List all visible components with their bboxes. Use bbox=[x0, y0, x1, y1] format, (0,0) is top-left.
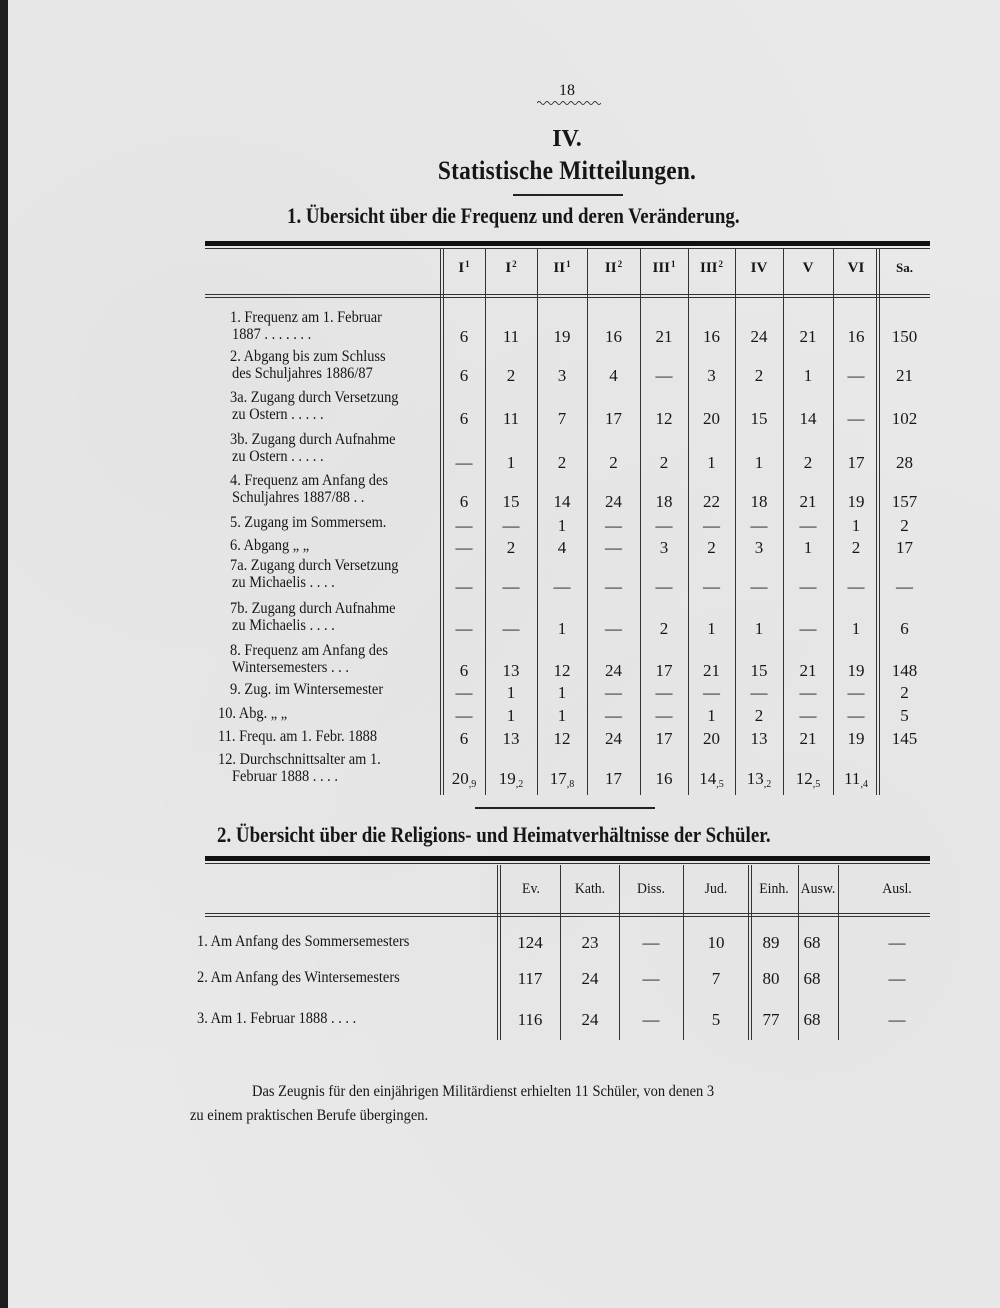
table1-cell: 20 bbox=[703, 409, 720, 428]
table1-cell: 6 bbox=[459, 327, 469, 346]
table1-cell: 16 bbox=[605, 327, 622, 346]
table1-cell: — bbox=[847, 577, 865, 596]
table1-cell: 1 bbox=[506, 683, 516, 702]
table1-row-label: zu Ostern . . . . . bbox=[232, 406, 324, 423]
table1-cell: 11 bbox=[502, 409, 520, 428]
table2-row-label: 3. Am 1. Februar 1888 . . . . bbox=[197, 1010, 357, 1027]
table2-header-jud: Jud. bbox=[704, 881, 728, 897]
table2-cell: 116 bbox=[517, 1010, 543, 1029]
table2-cell: 23 bbox=[581, 933, 599, 952]
table1-header-rule-2 bbox=[205, 297, 930, 298]
table2-top-rule-thin bbox=[205, 863, 930, 864]
table1-cell: 2 bbox=[754, 366, 764, 385]
table1-cell: 19 bbox=[847, 492, 865, 511]
table1-cell: — bbox=[703, 683, 720, 702]
table1-cell: 20 bbox=[703, 729, 720, 748]
table1-cell: 16 bbox=[847, 327, 865, 346]
table1-cell: 21 bbox=[799, 729, 817, 748]
footnote-line-2: zu einem praktischen Berufe übergingen. bbox=[190, 1107, 429, 1124]
table2-header-rule bbox=[205, 913, 930, 914]
table1-cell: 13 bbox=[502, 661, 520, 680]
table1-cell: 18 bbox=[655, 492, 673, 511]
table2-cell: — bbox=[888, 969, 906, 988]
table1-cell: — bbox=[655, 706, 673, 725]
table1-cell: 22 bbox=[703, 492, 720, 511]
table1-cell: — bbox=[605, 706, 622, 725]
table1-cell: — bbox=[455, 683, 473, 702]
table1-cell: 19 bbox=[553, 327, 571, 346]
table1-cell: 13 bbox=[502, 729, 520, 748]
table1-cell: 13 bbox=[750, 729, 768, 748]
table1-header-iii1: III$^1$ bbox=[652, 259, 676, 276]
table1-cell: 1 bbox=[803, 538, 813, 557]
table1-cell-average-age: 16 bbox=[655, 769, 673, 788]
table1-cell: 148 bbox=[891, 661, 918, 680]
table1-top-rule-thin bbox=[205, 248, 930, 249]
table2-cell: — bbox=[642, 1010, 660, 1029]
table1-cell: 1 bbox=[851, 619, 861, 638]
table1-cell: 1 bbox=[851, 516, 861, 535]
table1-cell: — bbox=[703, 577, 720, 596]
table1-cell: 2 bbox=[506, 538, 516, 557]
table2-cell: — bbox=[888, 1010, 906, 1029]
table1-cell: — bbox=[750, 577, 768, 596]
table1-cell: 5 bbox=[900, 706, 909, 725]
table2-cell: 77 bbox=[762, 1010, 780, 1029]
table1-cell-average-age: $13_{,2}$ bbox=[746, 769, 772, 790]
chapter-numeral: IV. bbox=[552, 126, 582, 152]
table1-cell: 3 bbox=[754, 538, 764, 557]
table1-row-label: Wintersemesters . . . bbox=[232, 659, 349, 676]
table1-cell: — bbox=[605, 538, 622, 557]
table1-header-v: V bbox=[802, 260, 814, 276]
table2-cell: 7 bbox=[711, 969, 721, 988]
table1-cell: — bbox=[455, 516, 473, 535]
table1-cell: — bbox=[655, 683, 673, 702]
table1-header-iii2: III$^2$ bbox=[699, 259, 723, 276]
table2-column-divider bbox=[497, 865, 498, 1040]
table1-cell-average-age: $11_{,4}$ bbox=[844, 769, 868, 790]
table1-row-label: 7a. Zugang durch Versetzung bbox=[230, 557, 399, 574]
table2-cell: 24 bbox=[581, 969, 599, 988]
chapter-title: Statistische Mitteilungen. bbox=[437, 156, 697, 185]
table1-cell: 1 bbox=[754, 619, 764, 638]
table1-cell: — bbox=[847, 683, 865, 702]
table1-cell: 6 bbox=[459, 366, 469, 385]
table1-cell: 6 bbox=[459, 661, 469, 680]
table1-cell: 18 bbox=[750, 492, 768, 511]
table1-row-label: des Schuljahres 1886/87 bbox=[232, 365, 373, 382]
table1-cell: 1 bbox=[557, 683, 567, 702]
table1-row-label: zu Michaelis . . . . bbox=[232, 617, 335, 634]
table1-row-label: 1. Frequenz am 1. Februar bbox=[230, 309, 382, 326]
table1-cell: 1 bbox=[557, 516, 567, 535]
table1-cell: — bbox=[799, 516, 817, 535]
table1-cell: 2 bbox=[900, 516, 909, 535]
table1-cell: 2 bbox=[707, 538, 716, 557]
table1-cell: 6 bbox=[459, 409, 469, 428]
table1-row-label: 10. Abg. „ „ bbox=[218, 705, 288, 722]
table1-cell-average-age: 17 bbox=[605, 769, 622, 788]
table2-cell: 68 bbox=[803, 933, 821, 952]
table1-cell: 21 bbox=[655, 327, 673, 346]
table1-cell: 6 bbox=[459, 729, 469, 748]
table1-cell: 1 bbox=[557, 706, 567, 725]
table1-cell: — bbox=[553, 577, 571, 596]
table1-cell: — bbox=[703, 516, 720, 535]
table1-cell: 24 bbox=[605, 729, 622, 748]
table1-row-label: 1887 . . . . . . . bbox=[232, 326, 312, 343]
table1-row-label: 12. Durchschnittsalter am 1. bbox=[218, 751, 381, 768]
table1-cell-average-age: $14_{,5}$ bbox=[699, 769, 724, 790]
table2-row-label: 1. Am Anfang des Sommersemesters bbox=[197, 933, 410, 950]
table1-cell: 2 bbox=[803, 453, 813, 472]
table1-cell: 150 bbox=[891, 327, 918, 346]
table1-header-rule bbox=[205, 294, 930, 295]
table1-cell-average-age: $19_{,2}$ bbox=[498, 769, 524, 790]
table1-cell: — bbox=[455, 706, 473, 725]
table1-cell: 16 bbox=[703, 327, 720, 346]
table2-cell: 80 bbox=[762, 969, 780, 988]
table1-cell: — bbox=[455, 453, 473, 472]
table1-cell: 15 bbox=[750, 661, 768, 680]
table1-cell-average-age: $17_{,8}$ bbox=[549, 769, 575, 790]
table1-row-label: 5. Zugang im Sommersem. bbox=[230, 514, 387, 531]
table1-header-i1: $I^1$ bbox=[458, 259, 470, 276]
table1-cell: 21 bbox=[896, 366, 913, 385]
table1-cell: 14 bbox=[553, 492, 571, 511]
table1-row-label: 4. Frequenz am Anfang des bbox=[230, 472, 388, 489]
table2-row-label: 2. Am Anfang des Wintersemesters bbox=[197, 969, 400, 986]
table1-cell: 102 bbox=[891, 409, 918, 428]
table1-cell: 1 bbox=[707, 453, 716, 472]
table1-cell: 145 bbox=[891, 729, 918, 748]
table2-cell: 68 bbox=[803, 969, 821, 988]
table2-cell: 124 bbox=[517, 933, 543, 952]
table1-row-label: zu Michaelis . . . . bbox=[232, 574, 335, 591]
table1-cell: — bbox=[655, 366, 673, 385]
table1-cell: 1 bbox=[754, 453, 764, 472]
table2-header-ausw: Ausw. bbox=[800, 881, 836, 897]
table1-row-label: 6. Abgang „ „ bbox=[230, 537, 310, 554]
table1-header-ii2: $II^2$ bbox=[604, 259, 623, 276]
table1-cell: 7 bbox=[557, 409, 567, 428]
table2-header-kath: Kath. bbox=[574, 881, 606, 897]
table1-cell: 21 bbox=[799, 661, 817, 680]
table1-row-label: 3b. Zugang durch Aufnahme bbox=[230, 431, 396, 448]
table1-cell: 12 bbox=[655, 409, 673, 428]
table1-cell: 3 bbox=[707, 366, 716, 385]
page-number: 18 bbox=[559, 82, 575, 99]
table1-cell: 2 bbox=[557, 453, 567, 472]
table1-cell: 24 bbox=[605, 492, 622, 511]
table1-cell: 2 bbox=[659, 453, 669, 472]
table1-cell: 2 bbox=[754, 706, 764, 725]
table1-cell: 28 bbox=[896, 453, 913, 472]
table1-cell: 1 bbox=[557, 619, 567, 638]
table1-cell: 19 bbox=[847, 661, 865, 680]
table1-cell: — bbox=[605, 619, 622, 638]
table1-header-sa: Sa. bbox=[896, 260, 913, 275]
table1-cell: — bbox=[799, 683, 817, 702]
table1-cell: — bbox=[655, 516, 673, 535]
table2-header-ausl: Ausl. bbox=[882, 881, 912, 897]
table1-cell: — bbox=[502, 577, 520, 596]
table2-cell: 89 bbox=[762, 933, 780, 952]
table2-cell: 5 bbox=[711, 1010, 721, 1029]
page-number-underline-ornament bbox=[537, 100, 601, 105]
table1-cell: 11 bbox=[502, 327, 520, 346]
table1-cell: — bbox=[502, 619, 520, 638]
table1-row-label: 9. Zug. im Wintersemester bbox=[230, 681, 384, 698]
table1-cell: — bbox=[655, 577, 673, 596]
table2-cell: 10 bbox=[707, 933, 725, 952]
table2-cell: — bbox=[888, 933, 906, 952]
table1-cell: 15 bbox=[750, 409, 768, 428]
table2-cell: — bbox=[642, 933, 660, 952]
table1-cell: 17 bbox=[655, 661, 673, 680]
table1-cell: — bbox=[847, 706, 865, 725]
table1-row-label: Schuljahres 1887/88 . . bbox=[232, 489, 365, 506]
table1-cell: — bbox=[799, 577, 817, 596]
table1-cell: 1 bbox=[803, 366, 813, 385]
table1-cell: 2 bbox=[609, 453, 618, 472]
footnote-line-1: Das Zeugnis für den einjährigen Militärdienst erhielten 11 Schüler, von denen 3 bbox=[252, 1083, 715, 1100]
table1-cell: 17 bbox=[605, 409, 622, 428]
table1-row-label: 7b. Zugang durch Aufnahme bbox=[230, 600, 396, 617]
table1-cell: 12 bbox=[553, 661, 571, 680]
table1-cell: 17 bbox=[655, 729, 673, 748]
document-page bbox=[8, 0, 1000, 1308]
table1-cell: — bbox=[750, 516, 768, 535]
table1-cell: — bbox=[896, 577, 913, 596]
table1-cell: — bbox=[455, 538, 473, 557]
table1-column-divider-double bbox=[440, 249, 441, 795]
table1-top-rule bbox=[205, 241, 930, 246]
table2-top-rule bbox=[205, 856, 930, 861]
table1-cell: 6 bbox=[459, 492, 469, 511]
table1-cell: 4 bbox=[557, 538, 567, 557]
table1-header-i2: $I^2$ bbox=[505, 259, 517, 276]
table1-header-iv: IV bbox=[750, 260, 768, 276]
table1-header-vi: VI bbox=[847, 260, 865, 276]
table1-cell: — bbox=[455, 619, 473, 638]
table1-cell: 17 bbox=[847, 453, 865, 472]
table2-cell: 68 bbox=[803, 1010, 821, 1029]
section1-title: 1. Übersicht über die Frequenz und deren Veränderung. bbox=[287, 203, 740, 228]
table1-cell: — bbox=[799, 706, 817, 725]
table1-cell: 3 bbox=[659, 538, 669, 557]
section-divider bbox=[475, 807, 655, 809]
table1-cell: — bbox=[847, 366, 865, 385]
table1-row-label: 11. Frequ. am 1. Febr. 1888 bbox=[218, 728, 378, 745]
table1-cell: 14 bbox=[799, 409, 817, 428]
table1-cell: — bbox=[847, 409, 865, 428]
table1-cell: 2 bbox=[851, 538, 861, 557]
table1-cell: 2 bbox=[506, 366, 516, 385]
table1-cell: 3 bbox=[557, 366, 567, 385]
table1-cell: 21 bbox=[799, 327, 817, 346]
table1-cell: 15 bbox=[502, 492, 520, 511]
title-divider bbox=[513, 194, 623, 196]
table1-cell: — bbox=[750, 683, 768, 702]
table1-cell: — bbox=[605, 577, 622, 596]
table2-header-ev: Ev. bbox=[522, 881, 540, 897]
table1-cell: — bbox=[605, 516, 622, 535]
table2-column-divider bbox=[683, 865, 684, 1040]
table1-cell: 1 bbox=[707, 706, 716, 725]
table1-cell: 4 bbox=[609, 366, 618, 385]
table1-header-ii1: $II^1$ bbox=[553, 259, 571, 276]
table1-cell: 24 bbox=[605, 661, 622, 680]
table1-cell: — bbox=[799, 619, 817, 638]
table2-header-rule-2 bbox=[205, 916, 930, 917]
table1-cell: 2 bbox=[900, 683, 909, 702]
table1-cell: — bbox=[502, 516, 520, 535]
table1-row-label: Februar 1888 . . . . bbox=[232, 768, 338, 785]
table1-cell: — bbox=[455, 577, 473, 596]
table1-cell-average-age: $20_{,9}$ bbox=[451, 769, 477, 790]
table1-row-label: 3a. Zugang durch Versetzung bbox=[230, 389, 399, 406]
table1-cell: 12 bbox=[553, 729, 571, 748]
table1-row-label: 2. Abgang bis zum Schluss bbox=[230, 348, 386, 365]
table1-cell: 17 bbox=[896, 538, 913, 557]
table2-cell: — bbox=[642, 969, 660, 988]
table1-cell: — bbox=[605, 683, 622, 702]
table1-cell: 1 bbox=[506, 453, 516, 472]
table1-cell-average-age: $12_{,5}$ bbox=[795, 769, 821, 790]
table1-cell: 19 bbox=[847, 729, 865, 748]
table1-cell: 24 bbox=[750, 327, 768, 346]
table1-cell: 1 bbox=[707, 619, 716, 638]
table1-cell: 1 bbox=[506, 706, 516, 725]
section2-title: 2. Übersicht über die Religions- und Heimatverhältnisse der Schüler. bbox=[217, 822, 771, 847]
table1-cell: 6 bbox=[900, 619, 909, 638]
table2-cell: 24 bbox=[581, 1010, 599, 1029]
table2-header-einh: Einh. bbox=[759, 881, 789, 897]
table2-cell: 117 bbox=[517, 969, 543, 988]
table1-cell: 21 bbox=[703, 661, 720, 680]
table1-row-label: 8. Frequenz am Anfang des bbox=[230, 642, 388, 659]
table1-cell: 2 bbox=[659, 619, 669, 638]
table1-cell: 157 bbox=[891, 492, 918, 511]
table1-cell: 21 bbox=[799, 492, 817, 511]
table1-row-label: zu Ostern . . . . . bbox=[232, 448, 324, 465]
table2-header-diss: Diss. bbox=[636, 881, 666, 897]
